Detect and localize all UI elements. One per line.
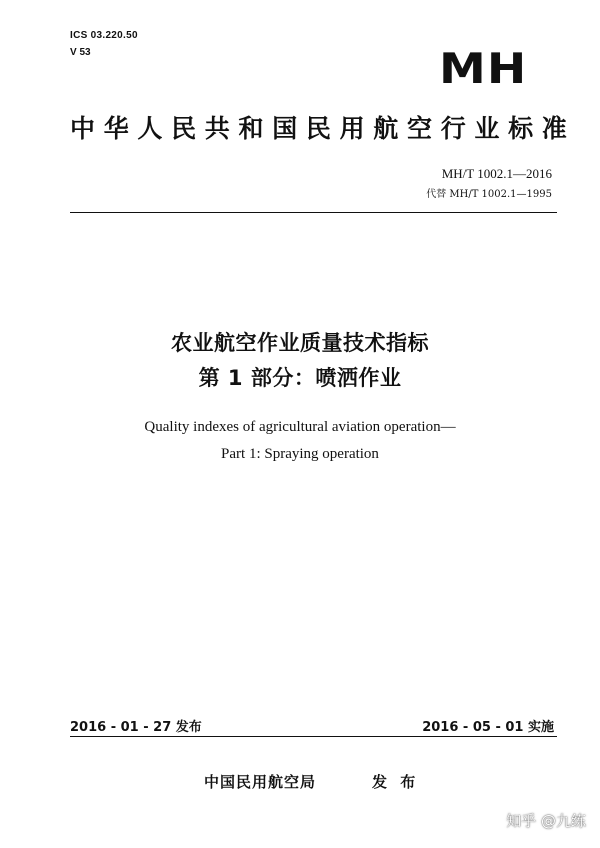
standard-number: MH/T 1002.1—2016 [441,166,552,181]
replaces-standard: 代替 MH/T 1002.1—1995 [426,189,552,200]
document-title-en-line1: Quality indexes of agricultural aviation operation— [144,419,456,435]
top-divider [70,212,557,213]
standard-title: 中华人民共和国民用航空行业标准 [70,114,576,143]
bottom-divider [70,736,557,737]
issue-date: 2016 - 01 - 27 发布 [70,720,202,735]
ics-code: ICS 03.220.50 [70,30,138,41]
document-title-cn-line1: 农业航空作业质量技术指标 [171,331,429,355]
watermark: 知乎 @九练 [506,812,586,830]
document-title-cn-line2: 第 1 部分：喷洒作业 [198,366,402,390]
document-title-en-line2: Part 1: Spraying operation [221,446,379,462]
implementation-date: 2016 - 05 - 01 实施 [422,720,554,735]
mh-logo: MH [439,44,528,93]
issue-label: 发 布 [372,773,420,791]
issuing-authority: 中国民用航空局 [204,773,317,791]
category-code: V 53 [70,47,91,58]
